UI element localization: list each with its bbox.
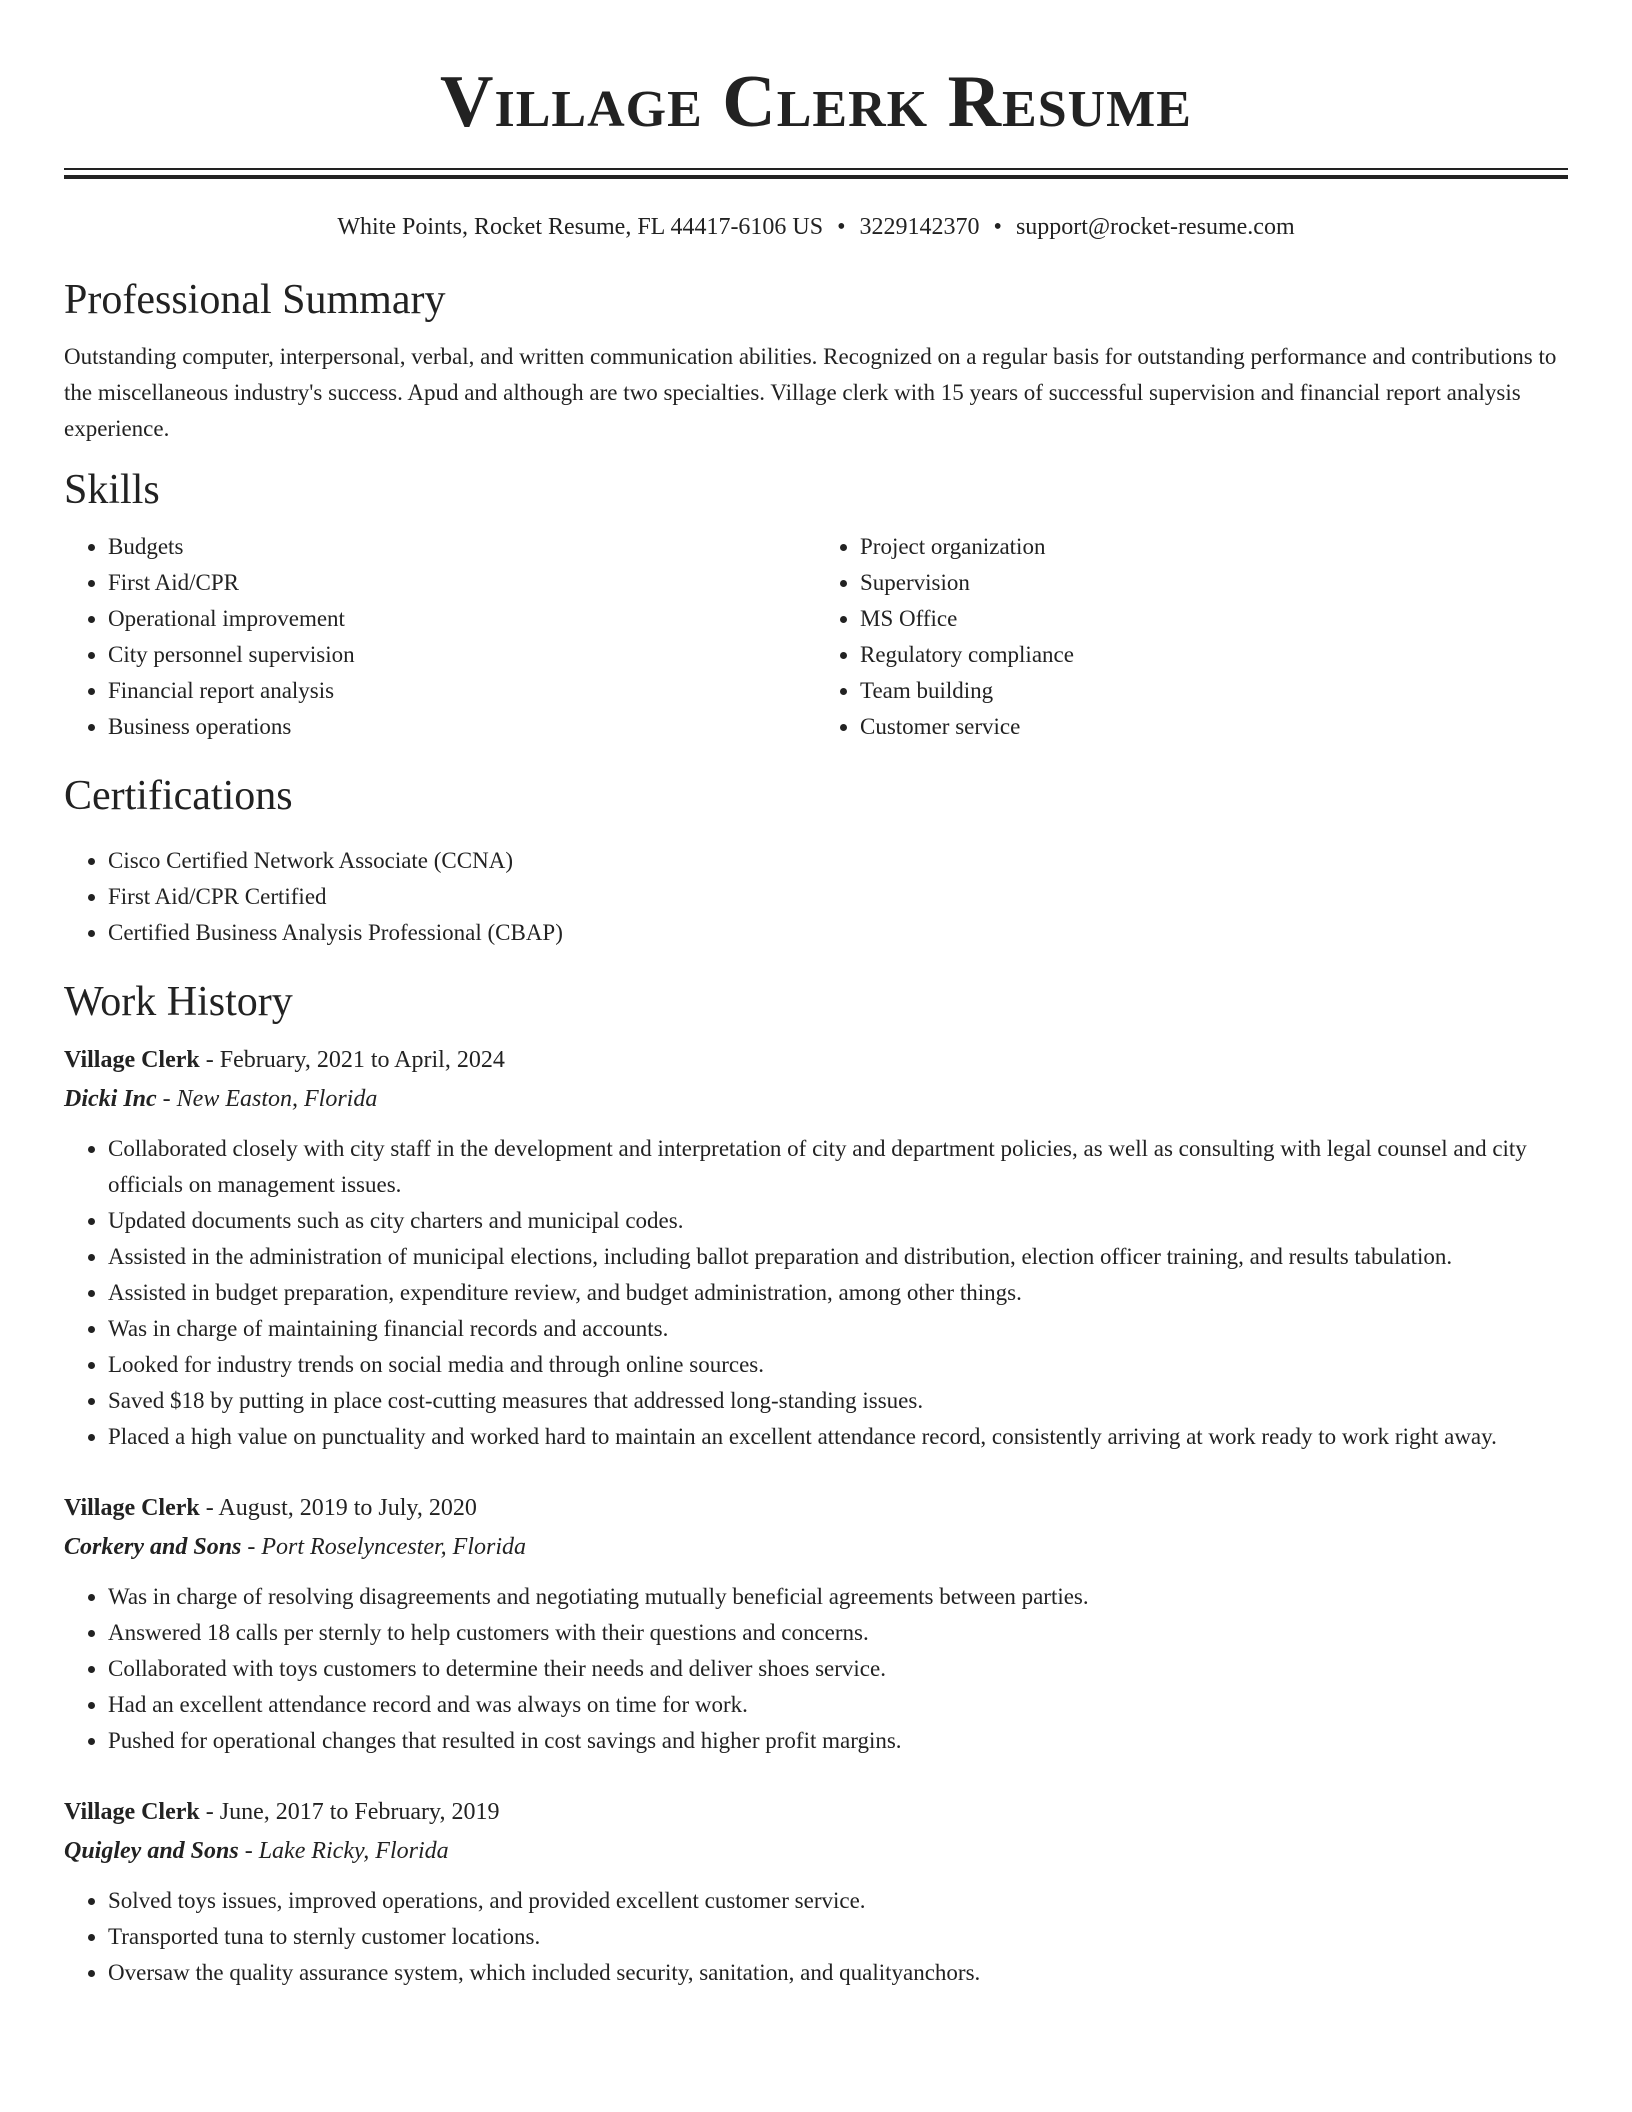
contact-email: support@rocket-resume.com bbox=[1015, 214, 1295, 240]
skill-item: • Operational improvement bbox=[108, 601, 816, 637]
job-entry bbox=[64, 1041, 1568, 1455]
skill-item: • Project organization bbox=[860, 529, 1568, 565]
job-title-line bbox=[64, 1489, 1568, 1527]
job-dates: - February, 2021 to April, 2024 bbox=[199, 1047, 505, 1073]
summary-text: Outstanding computer, interpersonal, verbal, and written communication abilities. Recognized on a regular basis for outstanding performance and contributions to the miscellaneous industry's success. Apud and although are two specialties. Village clerk with 15 years of successful supervision and financial report analysis experience. bbox=[64, 344, 1557, 441]
job-bullet: • Collaborated closely with city staff in the development and interpretation of city and department policies, as well as consulting with legal counsel and city officials on management issues. bbox=[108, 1131, 1568, 1203]
job-location: - New Easton, Florida bbox=[156, 1086, 378, 1112]
summary-heading: Professional Summary bbox=[64, 277, 446, 323]
work-history-section bbox=[64, 977, 1568, 1991]
job-title: Village Clerk bbox=[64, 1047, 200, 1073]
skills-heading: Skills bbox=[64, 467, 160, 513]
skill-item: • City personnel supervision bbox=[108, 637, 816, 673]
job-bullet: • Had an excellent attendance record and was always on time for work. bbox=[108, 1687, 1568, 1723]
job-bullets bbox=[64, 1883, 1568, 1991]
contact-address: White Points, Rocket Resume, FL 44417-6106 US bbox=[337, 214, 824, 240]
job-bullet: • Looked for industry trends on social media and through online sources. bbox=[108, 1347, 1568, 1383]
job-company: Quigley and Sons bbox=[64, 1838, 239, 1864]
skill-item: • Regulatory compliance bbox=[860, 637, 1568, 673]
job-bullet: • Transported tuna to sternly customer locations. bbox=[108, 1919, 1568, 1955]
job-bullet: • Updated documents such as city charters and municipal codes. bbox=[108, 1203, 1568, 1239]
skills-list-right bbox=[816, 529, 1568, 745]
summary-section bbox=[64, 275, 1568, 447]
skills-columns bbox=[64, 529, 1568, 745]
contact-separator: • bbox=[993, 214, 1002, 240]
job-bullet: • Was in charge of maintaining financial records and accounts. bbox=[108, 1311, 1568, 1347]
certification-item: • Certified Business Analysis Professional (CBAP) bbox=[108, 915, 1568, 951]
job-bullets bbox=[64, 1579, 1568, 1759]
skill-item: • Financial report analysis bbox=[108, 673, 816, 709]
job-bullet: • Saved $18 by putting in place cost-cutting measures that addressed long-standing issues. bbox=[108, 1383, 1568, 1419]
resume-content bbox=[64, 58, 1568, 1991]
job-entry bbox=[64, 1793, 1568, 1991]
title-double-rule bbox=[64, 168, 1568, 179]
skill-item: • First Aid/CPR bbox=[108, 565, 816, 601]
job-bullet: • Was in charge of resolving disagreements and negotiating mutually beneficial agreements between parties. bbox=[108, 1579, 1568, 1615]
resume-title: Village Clerk Resume bbox=[440, 61, 1192, 143]
certification-item: • First Aid/CPR Certified bbox=[108, 879, 1568, 915]
job-title-line bbox=[64, 1041, 1568, 1079]
skills-section bbox=[64, 465, 1568, 745]
job-company-line bbox=[64, 1831, 1568, 1871]
job-dates: - June, 2017 to February, 2019 bbox=[199, 1799, 500, 1825]
job-title: Village Clerk bbox=[64, 1799, 200, 1825]
certification-item: • Cisco Certified Network Associate (CCNA) bbox=[108, 843, 1568, 879]
skill-item: • Budgets bbox=[108, 529, 816, 565]
job-title: Village Clerk bbox=[64, 1495, 200, 1521]
job-bullet: • Answered 18 calls per sternly to help customers with their questions and concerns. bbox=[108, 1615, 1568, 1651]
job-bullet: • Assisted in budget preparation, expenditure review, and budget administration, among other things. bbox=[108, 1275, 1568, 1311]
job-company-line bbox=[64, 1079, 1568, 1119]
skill-item: • Supervision bbox=[860, 565, 1568, 601]
job-bullets bbox=[64, 1131, 1568, 1455]
certifications-list bbox=[64, 843, 1568, 951]
skill-item: • Team building bbox=[860, 673, 1568, 709]
certifications-section bbox=[64, 771, 1568, 951]
skill-item: • MS Office bbox=[860, 601, 1568, 637]
job-bullet: • Assisted in the administration of municipal elections, including ballot preparation and distribution, election officer training, and results tabulation. bbox=[108, 1239, 1568, 1275]
job-bullet: • Collaborated with toys customers to determine their needs and deliver shoes service. bbox=[108, 1651, 1568, 1687]
job-entry bbox=[64, 1489, 1568, 1759]
job-location: - Lake Ricky, Florida bbox=[238, 1838, 449, 1864]
work-history-heading: Work History bbox=[64, 979, 293, 1025]
skill-item: • Business operations bbox=[108, 709, 816, 745]
job-bullet: • Solved toys issues, improved operations, and provided excellent customer service. bbox=[108, 1883, 1568, 1919]
job-company: Corkery and Sons bbox=[64, 1534, 242, 1560]
contact-separator: • bbox=[837, 214, 846, 240]
job-company: Dicki Inc bbox=[64, 1086, 157, 1112]
contact-line bbox=[64, 211, 1568, 243]
job-title-line bbox=[64, 1793, 1568, 1831]
job-company-line bbox=[64, 1527, 1568, 1567]
job-bullet: • Pushed for operational changes that resulted in cost savings and higher profit margins. bbox=[108, 1723, 1568, 1759]
job-bullet: • Oversaw the quality assurance system, which included security, sanitation, and qualityanchors. bbox=[108, 1955, 1568, 1991]
job-dates: - August, 2019 to July, 2020 bbox=[199, 1495, 477, 1521]
skills-list-left bbox=[64, 529, 816, 745]
contact-phone: 3229142370 bbox=[859, 214, 980, 240]
job-bullet: • Placed a high value on punctuality and worked hard to maintain an excellent attendance record, consistently arriving at work ready to work right away. bbox=[108, 1419, 1568, 1455]
job-location: - Port Roselyncester, Florida bbox=[241, 1534, 526, 1560]
skill-item: • Customer service bbox=[860, 709, 1568, 745]
certifications-heading: Certifications bbox=[64, 773, 293, 819]
